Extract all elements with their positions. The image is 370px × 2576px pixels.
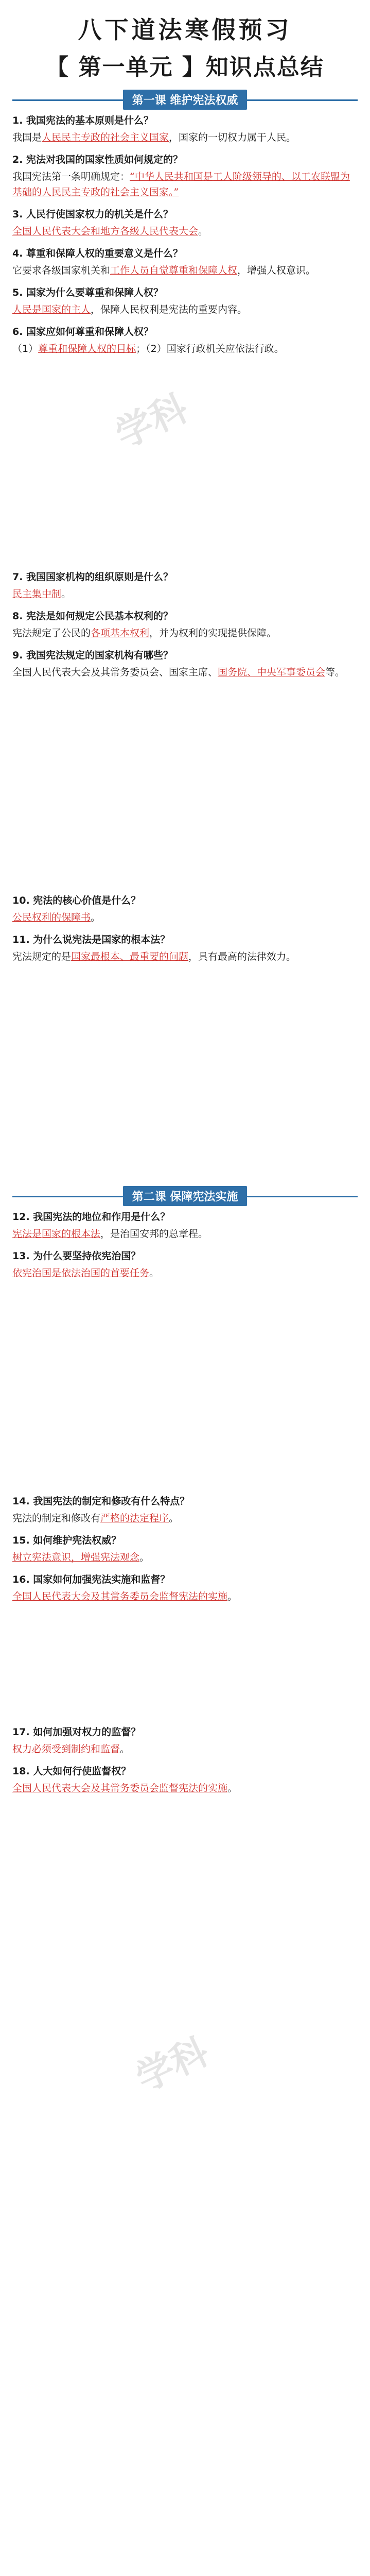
highlight: 树立宪法意识，增强宪法观念 [12,1552,140,1563]
spacer [0,364,370,570]
question: 18. 人大如何行使监督权？ [12,1766,131,1777]
highlight: 尊重和保障人权的目标 [38,343,136,354]
answer: 树立宪法意识，增强宪法观念。 [12,1552,150,1563]
qa-item [12,152,358,200]
qa-item [12,246,358,278]
question: 13. 为什么要坚持依宪治国？ [12,1250,141,1262]
highlight: 人民是国家的主人 [12,304,91,315]
answer: 民主集中制。 [12,588,72,600]
qa-item [12,648,358,680]
question: 7. 我国国家机构的组织原则是什么？ [12,571,173,583]
answer: 我国是人民民主专政的社会主义国家，国家的一切权力属于人民。 [12,132,296,143]
question: 10. 宪法的核心价值是什么？ [12,895,141,906]
highlight: 国务院、中央军事委员会 [218,667,326,678]
highlight: 全国人民代表大会及其常务委员会监督宪法的实施 [12,1591,228,1602]
question: 1. 我国宪法的基本原则是什么？ [12,115,154,126]
qa-item [12,1249,358,1281]
question: 14. 我国宪法的制定和修改有什么特点？ [12,1496,190,1507]
content-block-4 [0,1210,370,1281]
page-subtitle: 【 第一单元 】知识点总结 [46,54,324,80]
highlight: 国家最根本、最重要的问题 [71,951,189,962]
qa-item [12,609,358,641]
watermark: 学科 [109,385,195,456]
answer: 全国人民代表大会和地方各级人民代表大会。 [12,226,208,237]
spacer [0,1288,370,1494]
question: 5. 国家为什么要尊重和保障人权？ [12,287,164,298]
answer: 它要求各级国家机关和工作人员自觉尊重和保障人权，增强人权意识。 [12,265,316,276]
qa-item [12,1533,358,1565]
question: 2. 宪法对我国的国家性质如何规定的？ [12,154,183,165]
content-block-1 [0,113,370,357]
qa-item [12,1764,358,1796]
qa-item [12,285,358,317]
page-header [0,0,370,81]
qa-item [12,1210,358,1242]
spacer [0,687,370,893]
question: 3. 人民行使国家权力的机关是什么？ [12,209,173,220]
qa-item [12,1725,358,1757]
answer: 公民权利的保障书。 [12,912,101,923]
highlight: 民主集中制 [12,588,62,600]
section-header-2 [12,1187,358,1205]
section-label: 第一课 维护宪法权威 [123,90,248,110]
question: 8. 宪法是如何规定公民基本权利的？ [12,611,173,622]
qa-item [12,207,358,239]
answer: 宪法是国家的根本法，是治国安邦的总章程。 [12,1228,208,1240]
answer: 宪法规定了公民的各项基本权利，并为权利的实现提供保障。 [12,628,277,639]
highlight: 公民权利的保障书 [12,912,91,923]
highlight: 全国人民代表大会及其常务委员会监督宪法的实施 [12,1783,228,1794]
answer: 人民是国家的主人，保障人民权利是宪法的重要内容。 [12,304,248,315]
answer: 全国人民代表大会及其常务委员会监督宪法的实施。 [12,1783,238,1794]
question: 11. 为什么说宪法是国家的根本法？ [12,934,170,945]
answer: 宪法的制定和修改有严格的法定程序。 [12,1513,179,1524]
qa-item [12,1572,358,1604]
section-label: 第二课 保障宪法实施 [123,1186,248,1206]
question: 17. 如何加强对权力的监督？ [12,1726,141,1738]
content-block-3 [0,893,370,964]
qa-item [12,570,358,602]
watermark: 学科 [129,2029,215,2100]
qa-item [12,1494,358,1526]
qa-item [12,933,358,964]
qa-item [12,893,358,925]
answer: 宪法规定的是国家最根本、最重要的问题，具有最高的法律效力。 [12,951,296,962]
spacer [0,1612,370,1725]
content-block-5 [0,1494,370,1604]
highlight: 宪法是国家的根本法 [12,1228,101,1240]
content-block-6 [0,1725,370,1796]
question: 16. 国家如何加强宪法实施和监督？ [12,1574,170,1585]
highlight: “中华人民共和国是工人阶级领导的、以工农联盟为基础的人民民主专政的社会主义国家。” [12,171,350,198]
qa-item [12,325,358,357]
question: 12. 我国宪法的地位和作用是什么？ [12,1211,170,1223]
question: 9. 我国宪法规定的国家机构有哪些？ [12,650,173,661]
content-block-2 [0,570,370,680]
highlight: 人民民主专政的社会主义国家 [42,132,169,143]
highlight: 各项基本权利 [91,628,150,639]
answer: 依宪治国是依法治国的首要任务。 [12,1267,160,1279]
question: 15. 如何维护宪法权威？ [12,1535,121,1546]
highlight: 严格的法定程序 [100,1513,169,1524]
highlight: 工作人员自觉尊重和保障人权 [110,265,238,276]
answer: 全国人民代表大会及其常务委员会、国家主席、国务院、中央军事委员会等。 [12,667,345,678]
answer: 权力必须受到制约和监督。 [12,1743,130,1755]
qa-item [12,113,358,145]
question: 6. 国家应如何尊重和保障人权？ [12,326,154,337]
spacer [0,972,370,1178]
highlight: 权力必须受到制约和监督 [12,1743,120,1755]
highlight: 全国人民代表大会和地方各级人民代表大会 [12,226,199,237]
page-title: 八下道法寒假预习 [78,16,292,44]
answer: 我国宪法第一条明确规定：“中华人民共和国是工人阶级领导的、以工农联盟为基础的人民民主专政的社会主义国家。” [12,171,350,198]
question: 4. 尊重和保障人权的重要意义是什么？ [12,248,183,259]
answer: （1）尊重和保障人权的目标；（2）国家行政机关应依法行政。 [12,343,284,354]
highlight: 依宪治国是依法治国的首要任务 [12,1267,150,1279]
answer: 全国人民代表大会及其常务委员会监督宪法的实施。 [12,1591,238,1602]
section-header-1 [12,91,358,108]
